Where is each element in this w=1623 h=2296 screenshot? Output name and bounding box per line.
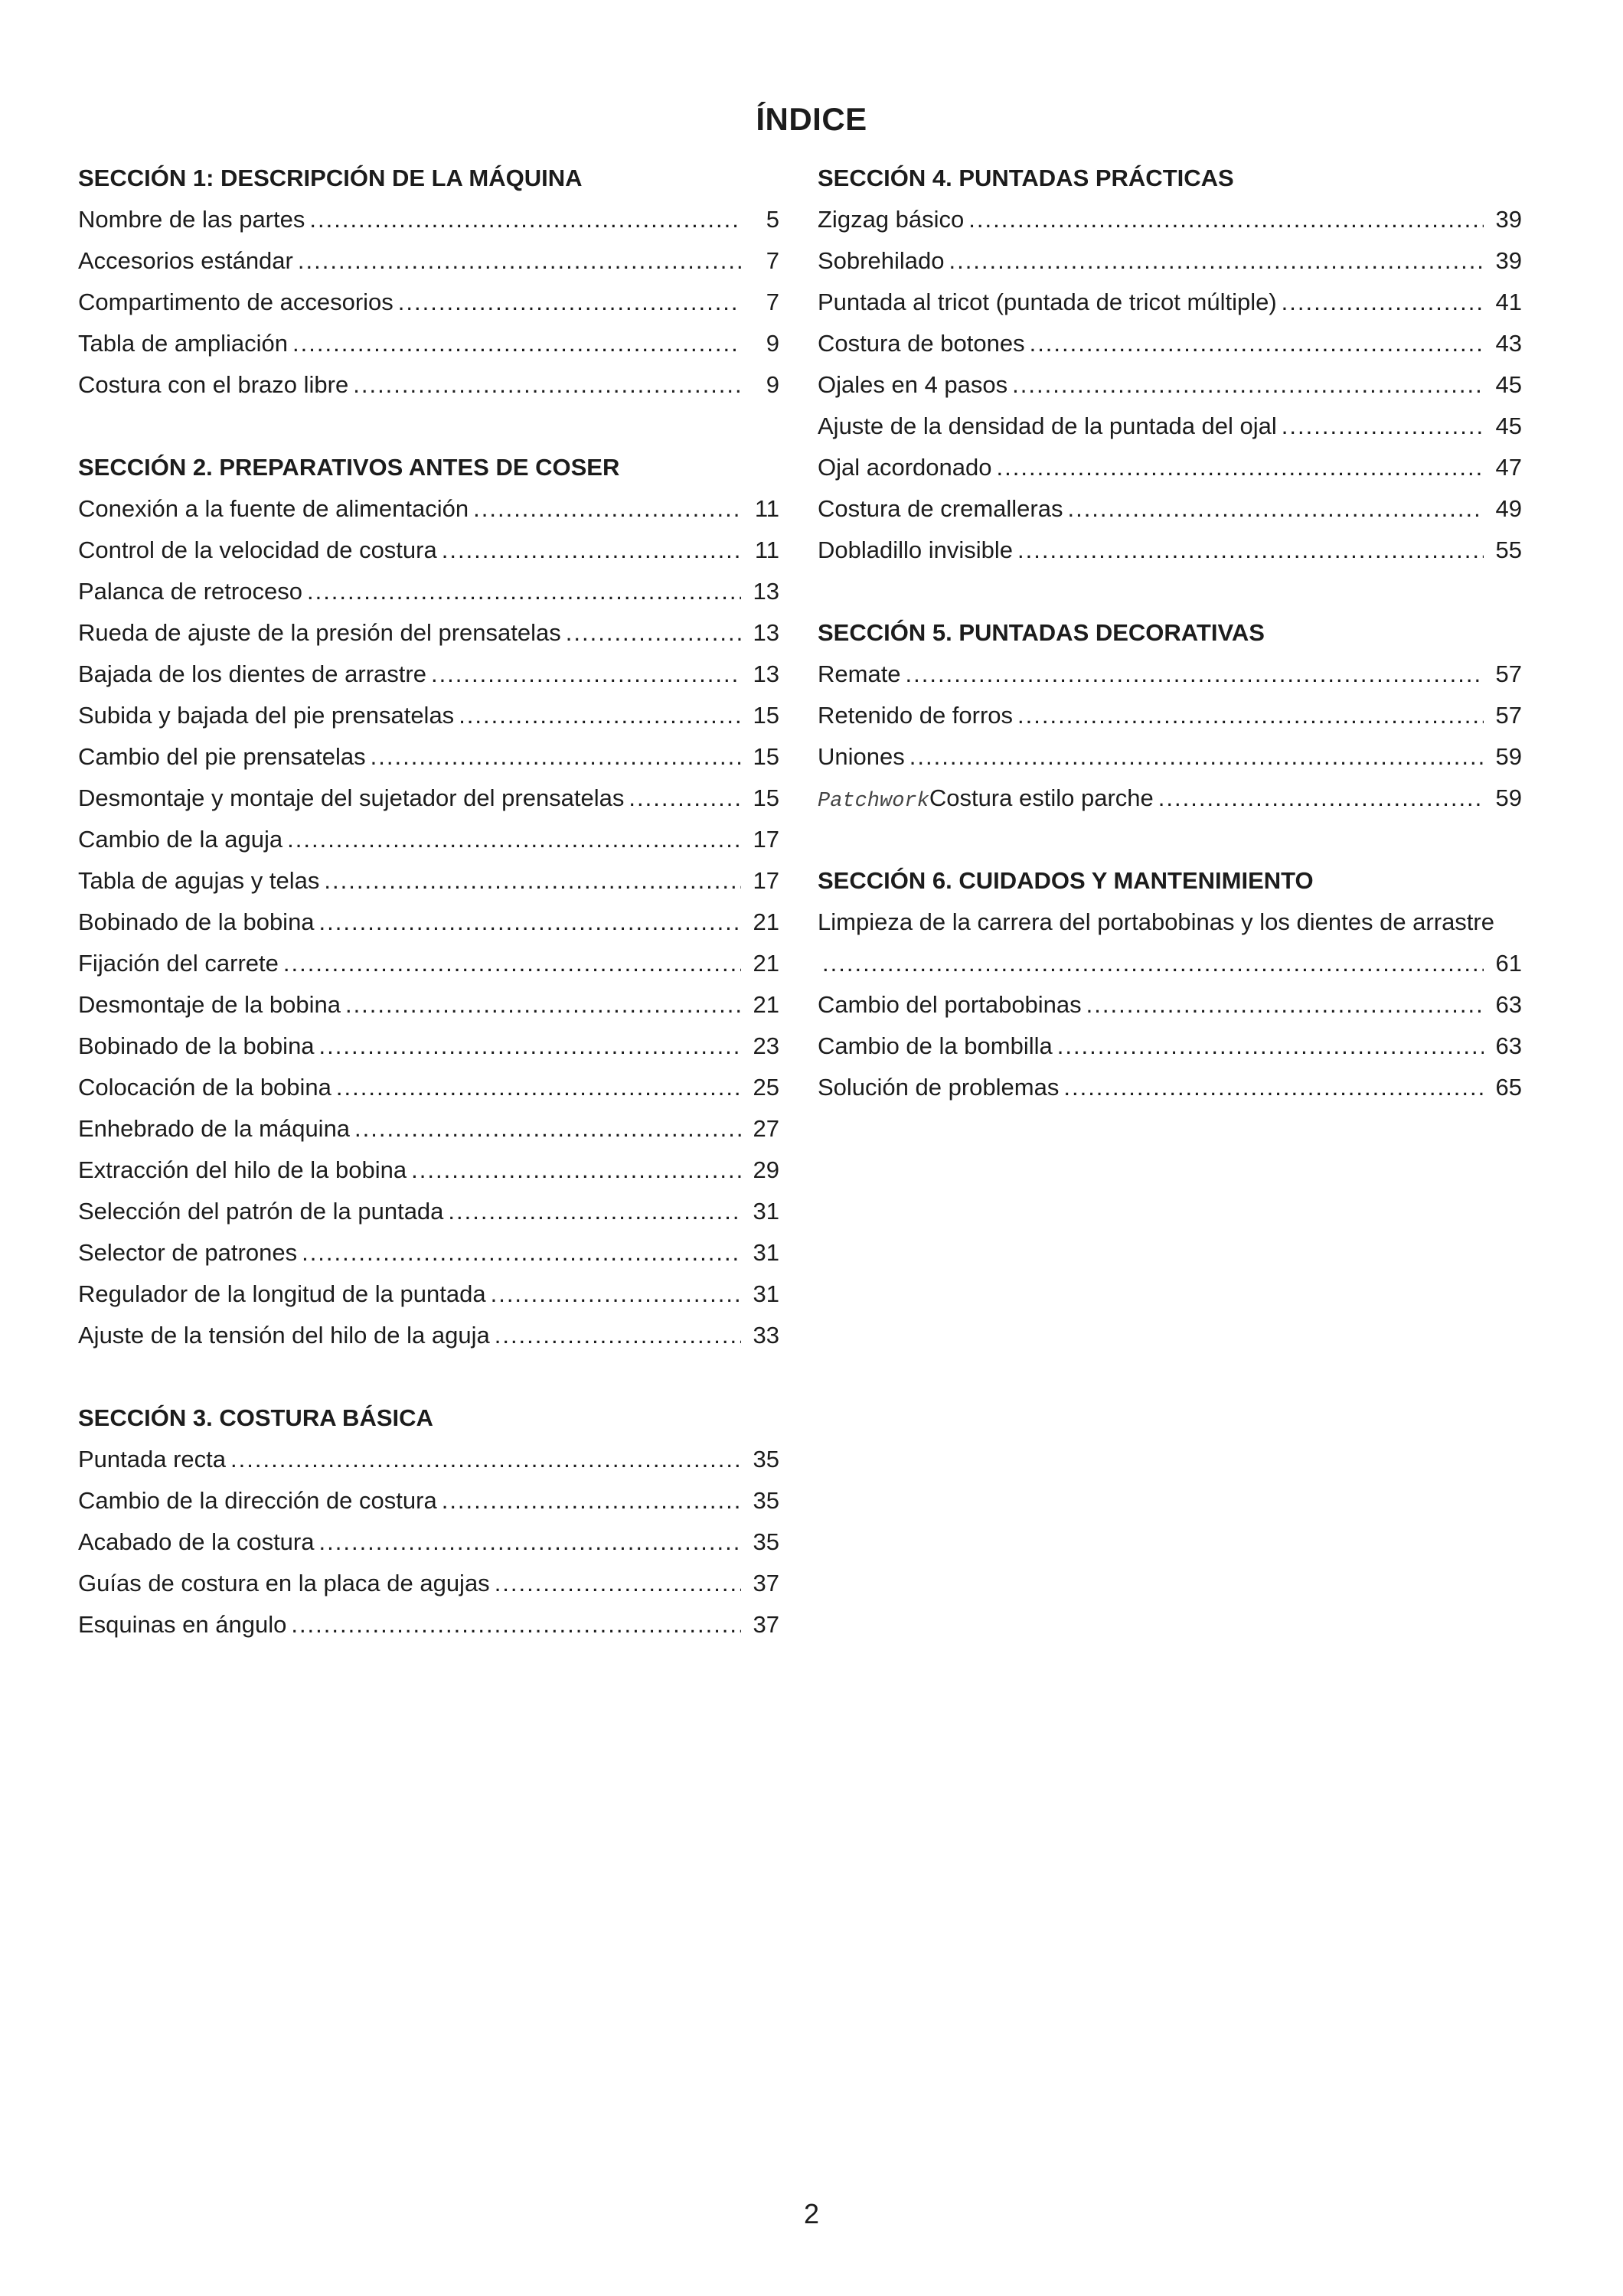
entry-label: Bobinado de la bobina [78,908,315,935]
entry-label: Remate [818,660,901,687]
entry-label: Guías de costura en la placa de agujas [78,1570,490,1596]
entry-label: Solución de problemas [818,1074,1060,1101]
dot-leader [398,282,741,323]
section-spacer [78,1356,779,1397]
toc-entry[interactable] [78,199,779,240]
left-column [78,158,779,1645]
page-title: ÍNDICE [756,101,867,137]
entry-page: 21 [753,908,779,935]
toc-entry[interactable] [78,1067,779,1108]
dot-leader [291,1604,741,1645]
dot-leader [307,571,741,612]
dot-leader [473,488,741,530]
toc-entry[interactable] [78,902,779,943]
dot-leader [909,736,1484,778]
toc-entry[interactable] [78,943,779,984]
entry-page: 57 [1495,702,1522,729]
entry-label: Cambio de la dirección de costura [78,1487,437,1514]
entry-label: Bajada de los dientes de arrastre [78,660,426,687]
entry-page: 11 [754,495,779,522]
dot-leader [997,447,1484,488]
toc-entry[interactable] [78,240,779,282]
toc-entry[interactable] [818,984,1522,1026]
entry-page: 45 [1495,371,1522,398]
entry-page: 33 [753,1322,779,1349]
toc-entry[interactable] [78,819,779,860]
entry-label: Desmontaje y montaje del sujetador del prensatelas [78,784,625,811]
toc-entry[interactable] [818,654,1522,695]
toc-entry[interactable] [78,860,779,902]
entry-label: Cambio del pie prensatelas [78,743,366,770]
toc-entry[interactable] [78,984,779,1026]
entry-page: 39 [1495,247,1522,274]
entry-page: 41 [1495,289,1522,315]
toc-entry[interactable] [78,778,779,819]
dot-leader [566,612,741,654]
toc-entry[interactable] [78,736,779,778]
entry-label: Sobrehilado [818,247,945,274]
toc-entry-wrapped-label[interactable]: Limpieza de la carrera del portabobinas y los dientes de arrastre [818,908,1494,935]
toc-entry[interactable] [78,282,779,323]
dot-leader [309,199,741,240]
dot-leader [1086,984,1484,1026]
entry-page: 65 [1495,1074,1522,1101]
entry-label: Ajuste de la tensión del hilo de la aguja [78,1322,490,1349]
patchwork-term: Patchwork [818,790,929,813]
toc-entry[interactable] [78,1563,779,1604]
entry-page: 21 [753,991,779,1018]
dot-leader [1017,530,1484,571]
entry-label: Colocación de la bobina [78,1074,331,1101]
toc-entry[interactable] [818,447,1522,488]
entry-label: Puntada al tricot (puntada de tricot múltiple) [818,289,1277,315]
entry-label: Costura con el brazo libre [78,371,349,398]
section-heading: SECCIÓN 3. COSTURA BÁSICA [78,1404,433,1431]
dot-leader [302,1232,741,1274]
entry-page: 5 [766,206,779,233]
toc-entry[interactable] [818,282,1522,323]
entry-label: Control de la velocidad de costura [78,536,437,563]
entry-page: 35 [753,1487,779,1514]
entry-page: 7 [766,289,779,315]
section-heading: SECCIÓN 6. CUIDADOS Y MANTENIMIENTO [818,867,1314,894]
entry-label: Selector de patrones [78,1239,298,1266]
toc-entry[interactable] [78,530,779,571]
dot-leader [1282,406,1484,447]
entry-page: 17 [753,826,779,853]
dot-leader [1012,364,1484,406]
section-spacer [78,406,779,447]
section-2 [78,447,779,1356]
entry-page: 17 [753,867,779,894]
entry-label: Conexión a la fuente de alimentación [78,495,469,522]
dot-leader [629,778,741,819]
dot-leader [283,943,741,984]
entry-label: Ajuste de la densidad de la puntada del ojal [818,413,1277,439]
entry-page: 43 [1495,330,1522,357]
entry-label: Regulador de la longitud de la puntada [78,1280,486,1307]
entry-label: Dobladillo invisible [818,536,1014,563]
dot-leader [354,1108,741,1150]
entry-label: Extracción del hilo de la bobina [78,1156,407,1183]
entry-page: 31 [753,1239,779,1266]
toc-entry[interactable] [78,1480,779,1521]
entry-label: Costura de botones [818,330,1025,357]
toc-entry[interactable] [78,323,779,364]
dot-leader [1057,1026,1484,1067]
section-4 [818,158,1522,571]
dot-leader [1017,695,1484,736]
entry-page: 13 [753,660,779,687]
entry-page: 9 [766,371,779,398]
section-heading: SECCIÓN 1: DESCRIPCIÓN DE LA MÁQUINA [78,165,583,191]
entry-label: Bobinado de la bobina [78,1032,315,1059]
dot-leader [324,860,741,902]
entry-page: 15 [753,702,779,729]
entry-label: Enhebrado de la máquina [78,1115,351,1142]
entry-page: 27 [753,1115,779,1142]
section-spacer [818,819,1522,860]
entry-label: Palanca de retroceso [78,578,302,605]
dot-leader [495,1315,741,1356]
dot-leader [442,530,741,571]
dot-leader [298,240,741,282]
entry-page: 59 [1495,743,1522,770]
dot-leader [345,984,741,1026]
entry-page: 11 [754,536,779,563]
toc-entry[interactable] [78,1232,779,1274]
dot-leader [319,1521,742,1563]
entry-page: 35 [753,1528,779,1555]
entry-label: Fijación del carrete [78,950,279,977]
dot-leader [1063,1067,1484,1108]
entry-label: Rueda de ajuste de la presión del prensatelas [78,619,561,646]
toc-entry-patchwork[interactable] [818,778,1522,819]
toc-entry[interactable] [78,488,779,530]
toc-entry[interactable] [818,530,1522,571]
dot-leader [968,199,1484,240]
entry-page: 31 [753,1280,779,1307]
toc-entry[interactable] [818,240,1522,282]
entry-label: Cambio de la bombilla [818,1032,1053,1059]
dot-leader [353,364,741,406]
toc-entry[interactable] [818,1067,1522,1108]
toc-entry[interactable] [818,736,1522,778]
toc-entry[interactable] [78,1315,779,1356]
entry-page: 45 [1495,413,1522,439]
toc-entry[interactable] [818,1026,1522,1067]
entry-label: Compartimento de accesorios [78,289,394,315]
toc-entry[interactable] [818,406,1522,447]
section-spacer [818,571,1522,612]
section-heading: SECCIÓN 5. PUNTADAS DECORATIVAS [818,619,1265,646]
entry-page: 25 [753,1074,779,1101]
dot-leader [949,240,1484,282]
toc-entry[interactable] [78,695,779,736]
dot-leader [1030,323,1484,364]
entry-page: 15 [753,784,779,811]
entry-page: 61 [1495,950,1522,977]
dot-leader [448,1191,741,1232]
dot-leader [442,1480,741,1521]
entry-label: Ojales en 4 pasos [818,371,1008,398]
toc-entry[interactable] [78,364,779,406]
toc-entry[interactable] [78,1604,779,1645]
entry-label: Desmontaje de la bobina [78,991,341,1018]
toc-entry[interactable] [818,488,1522,530]
dot-leader [822,943,1484,984]
entry-label: Esquinas en ángulo [78,1611,287,1638]
toc-entry-wrapped-continuation[interactable] [818,943,1522,984]
entry-label: Acabado de la costura [78,1528,315,1555]
entry-label: Tabla de ampliación [78,330,289,357]
toc-entry[interactable] [78,1274,779,1315]
section-3 [78,1397,779,1645]
entry-page: 37 [753,1570,779,1596]
section-heading: SECCIÓN 4. PUNTADAS PRÁCTICAS [818,165,1234,191]
entry-label: Cambio del portabobinas [818,991,1082,1018]
toc-entry[interactable] [818,323,1522,364]
right-column [818,158,1522,1108]
entry-label: Nombre de las partes [78,206,305,233]
entry-label: Puntada recta [78,1446,227,1473]
toc-entry[interactable] [818,364,1522,406]
toc-entry[interactable] [78,1026,779,1067]
entry-label: Retenido de forros [818,702,1014,729]
dot-leader [431,654,741,695]
entry-page: 31 [753,1198,779,1225]
entry-page: 13 [753,619,779,646]
entry-page: 9 [766,330,779,357]
patchwork-label: Costura estilo parche [929,784,1154,811]
entry-page: 15 [753,743,779,770]
entry-page: 55 [1495,536,1522,563]
entry-page: 29 [753,1156,779,1183]
toc-entry[interactable] [78,1108,779,1150]
dot-leader [1067,488,1484,530]
section-5 [818,612,1522,819]
entry-label: Cambio de la aguja [78,826,283,853]
dot-leader [371,736,741,778]
entry-page: 13 [753,578,779,605]
section-1 [78,158,779,406]
toc-entry[interactable] [78,1150,779,1191]
toc-entry[interactable] [78,1191,779,1232]
toc-entry[interactable] [78,571,779,612]
section-heading: SECCIÓN 2. PREPARATIVOS ANTES DE COSER [78,454,620,481]
entry-label: Subida y bajada del pie prensatelas [78,702,455,729]
entry-page: 7 [766,247,779,274]
dot-leader [230,1439,741,1480]
dot-leader [495,1563,741,1604]
entry-page: 35 [753,1446,779,1473]
entry-page: 37 [753,1611,779,1638]
toc-entry[interactable] [78,1521,779,1563]
entry-page: 21 [753,950,779,977]
entry-label: Accesorios estándar [78,247,293,274]
entry-page: 47 [1495,454,1522,481]
entry-page: 49 [1495,495,1522,522]
entry-page: 39 [1495,206,1522,233]
toc-entry[interactable] [78,612,779,654]
toc-entry[interactable] [818,199,1522,240]
section-6 [818,860,1522,1108]
entry-label: Costura de cremalleras [818,495,1063,522]
dot-leader [491,1274,741,1315]
entry-label: Uniones [818,743,905,770]
dot-leader [1282,282,1484,323]
entry-page: 23 [753,1032,779,1059]
dot-leader [292,323,741,364]
entry-label: Tabla de agujas y telas [78,867,320,894]
dot-leader [1158,778,1484,819]
entry-label: Selección del patrón de la puntada [78,1198,444,1225]
entry-page: 57 [1495,660,1522,687]
dot-leader [287,819,741,860]
entry-page: 63 [1495,991,1522,1018]
dot-leader [319,1026,741,1067]
entry-label [818,778,1154,822]
entry-page: 63 [1495,1032,1522,1059]
entry-page: 59 [1495,784,1522,811]
dot-leader [906,654,1484,695]
entry-label: Ojal acordonado [818,454,992,481]
dot-leader [319,902,741,943]
dot-leader [411,1150,741,1191]
toc-entry[interactable] [818,695,1522,736]
dot-leader [459,695,741,736]
toc-entry[interactable] [78,1439,779,1480]
dot-leader [336,1067,741,1108]
toc-entry[interactable] [78,654,779,695]
entry-label: Zigzag básico [818,206,965,233]
page-number: 2 [803,2198,820,2229]
